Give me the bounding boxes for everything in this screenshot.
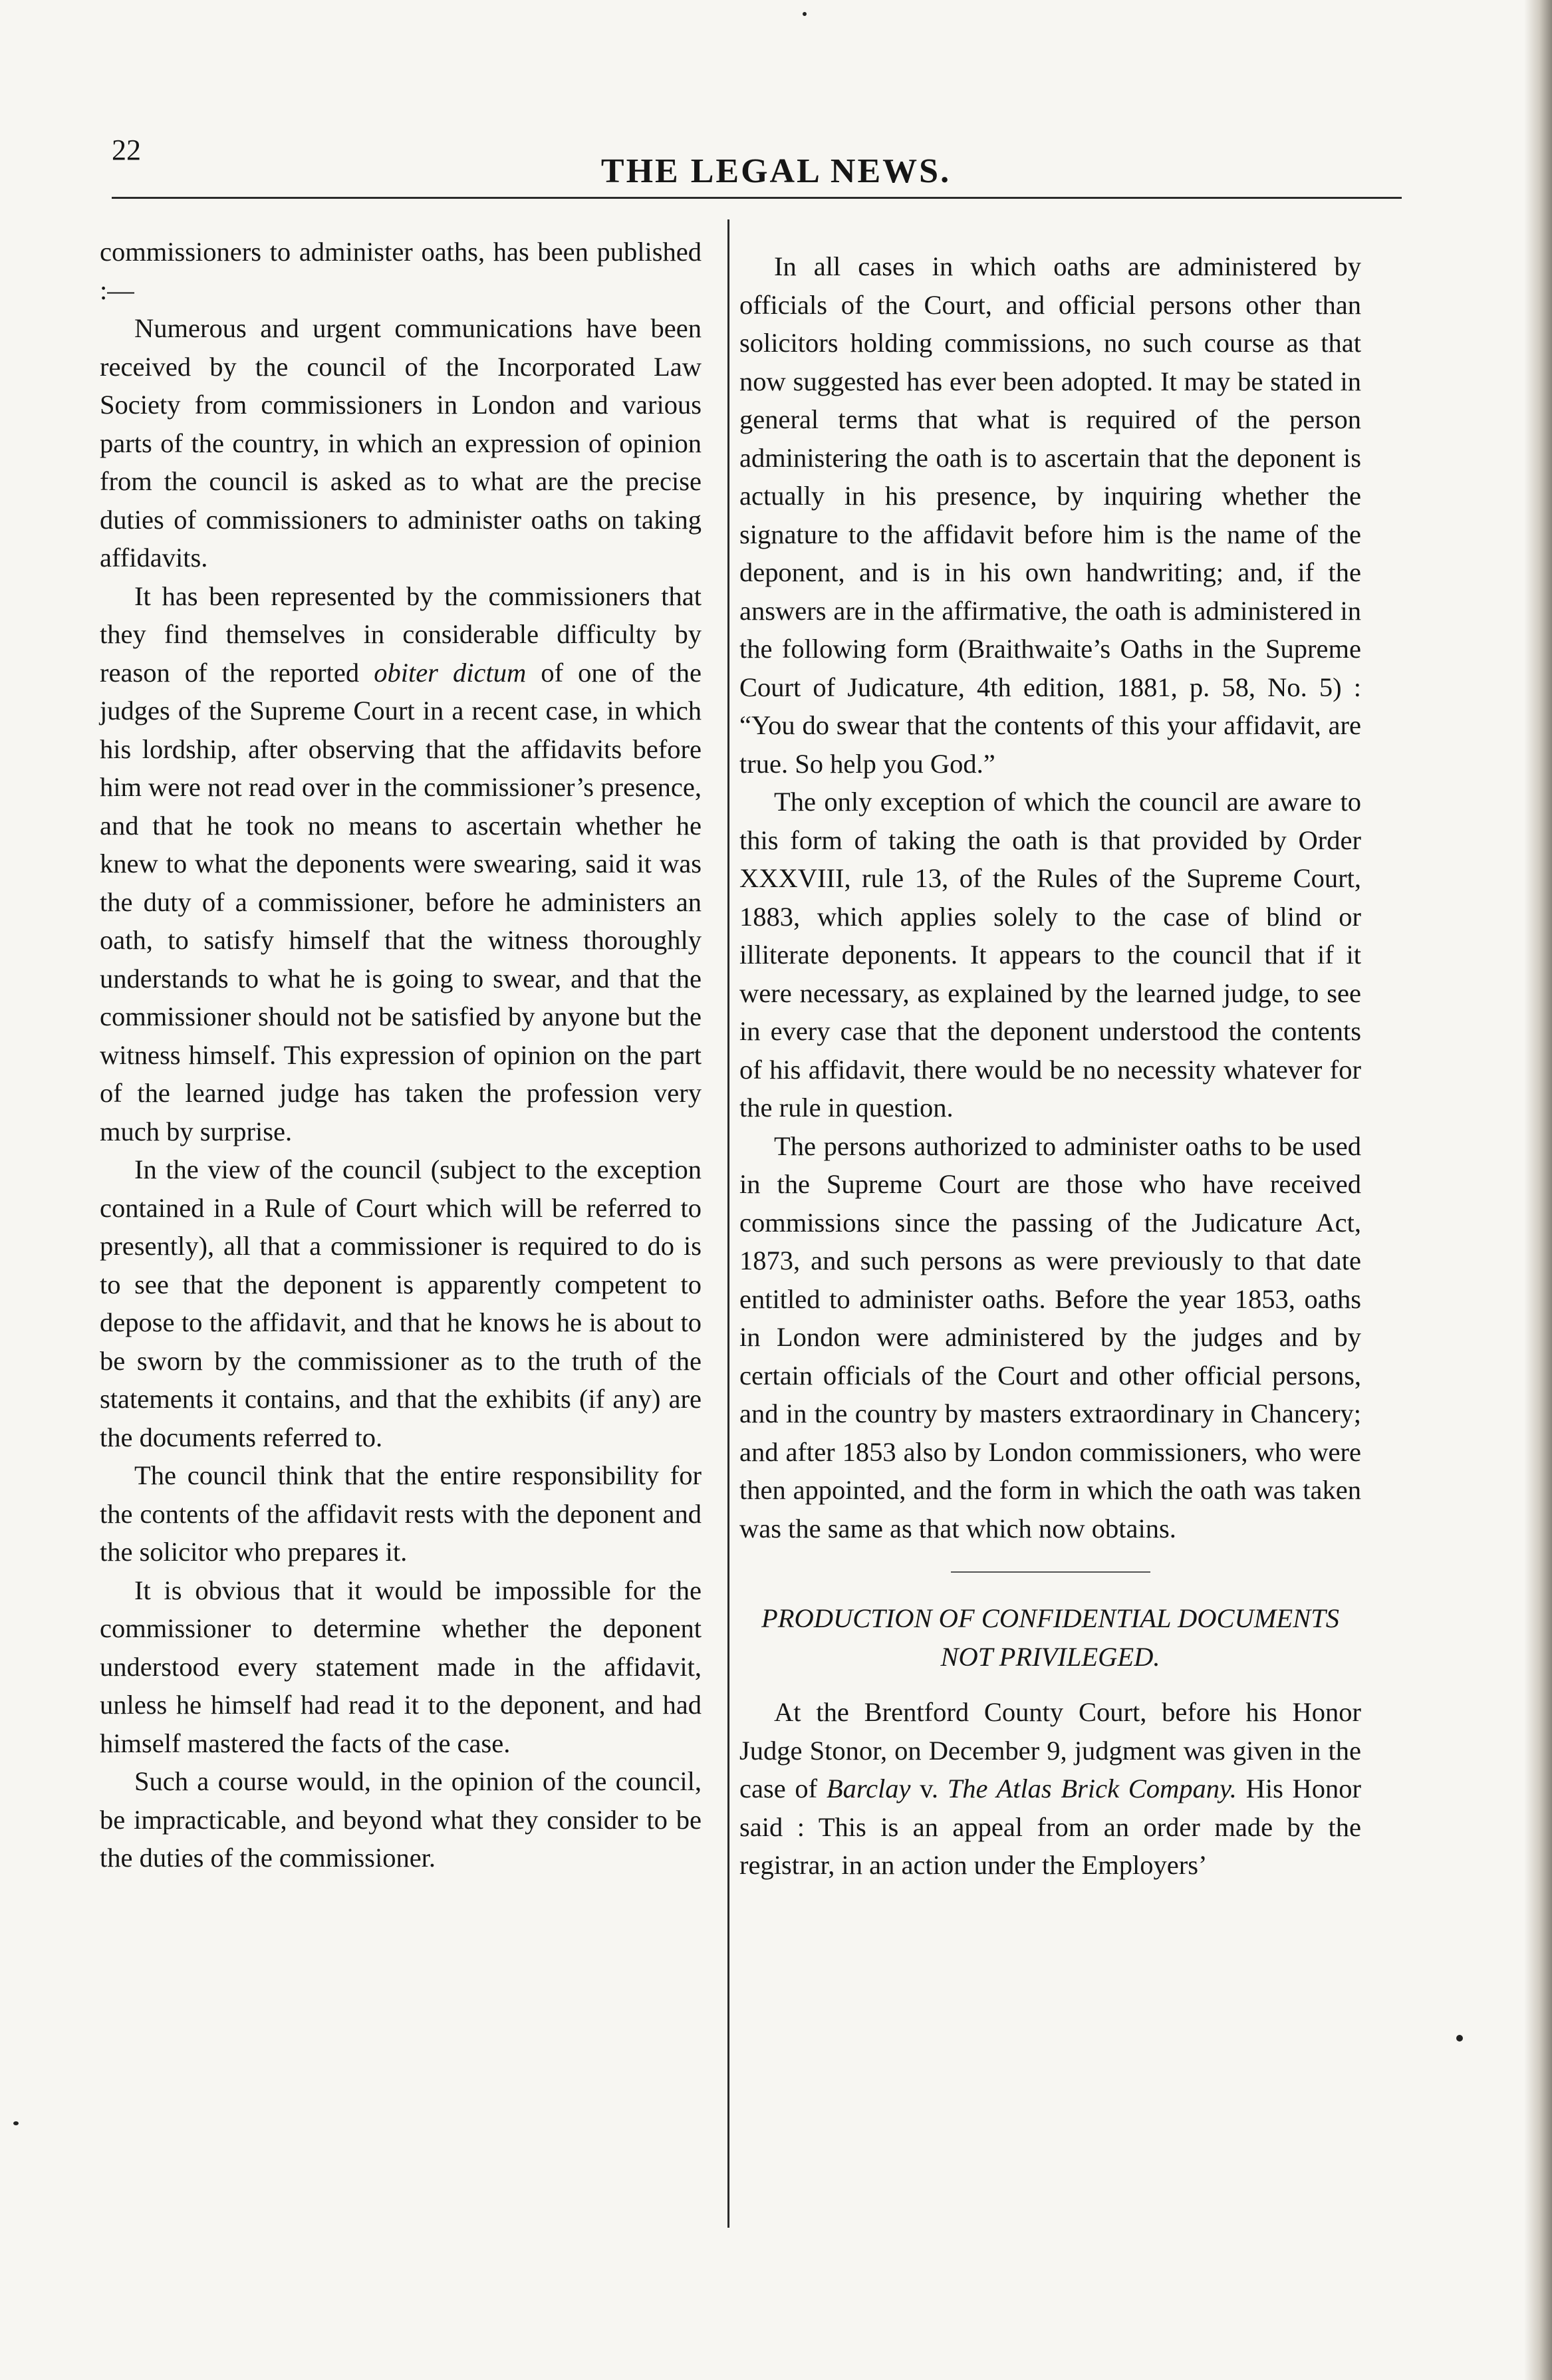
paragraph: commissioners to administer oaths, has been published :— bbox=[100, 237, 702, 305]
paragraph: The persons authorized to administer oaths to be used in the Supreme Court are those who have received commissions since the passing of the Judicature Act, 1873, and such persons as were previously to that date entitled to administer oaths. Before the year 1853, oaths in London were administered by the judges and by certain officials of the Court and other official persons, and in the country by masters extraordinary in Chancery; and after 1853 also by London commissioners, who were then appointed, and the form in which the oath was taken was the same as that which now obtains. bbox=[739, 1130, 1361, 1543]
section-separator bbox=[951, 1571, 1150, 1573]
paragraph-obiter bbox=[100, 577, 702, 1151]
case-party: Barclay bbox=[826, 1774, 911, 1803]
paragraph: In the view of the council (subject to the exception contained in a Rule of Court which will be referred to presently), all that a commissioner is required to do is to see that the deponent is apparently competent to depose to the affidavit, and that he knows he is about to be sworn by the commissioner as to the truth of the statements it contains, and that the exhibits (if any) are the documents referred to. bbox=[100, 1154, 702, 1452]
paragraph: Such a course would, in the opinion of the council, be impracticable, and beyond what they consider to be the duties of the commissioner. bbox=[100, 1766, 702, 1873]
header-rule bbox=[112, 197, 1402, 199]
left-column bbox=[100, 233, 702, 1877]
paragraph-text: It has been represented by the commissioners that they find themselves in considerable difficulty by reason of the reported bbox=[100, 581, 702, 688]
section-title: PRODUCTION OF CONFIDENTIAL DOCUMENTS NOT PRIVILEGED. bbox=[761, 1603, 1339, 1672]
paragraph-case bbox=[739, 1693, 1361, 1885]
running-head-title: THE LEGAL NEWS. bbox=[600, 152, 952, 190]
column-divider bbox=[727, 219, 729, 2228]
paragraph: In all cases in which oaths are administered by officials of the Court, and official persons other than solicitors holding commissions, no such course as that now suggested has ever been adopted. It may be stated in general terms that what is required of the person administering the oath is to ascertain that the deponent is actually in his presence, by inquiring whether the signature to the affidavit before him is the name of the deponent, and is in his own handwriting; and, if the answers are in the affirmative, the oath is administered in the following form (Braithwaite’s Oaths in the Supreme Court of Judicature, 4th edition, 1881, p. 58, No. 5) : “You do swear that the contents of this your affidavit, are true. So help you God.” bbox=[739, 251, 1361, 779]
print-speck bbox=[803, 12, 807, 16]
paragraph: It is obvious that it would be impossible for the commissioner to determine whether the deponent understood every statement made in the affidavit, unless he himself had read it to the deponent, and had himself mastered the facts of the case. bbox=[100, 1575, 702, 1758]
page-number: 22 bbox=[112, 134, 141, 166]
paragraph-text: of one of the judges of the Supreme Court in a recent case, in which his lordship, after observing that the affidavits before him were not read over in the commissioner’s presence, and that he took no means to ascertain whether he knew to what the deponents were swearing, said it was the duty of a commissioner, before he administers an oath, to satisfy himself that the witness thoroughly understands to what he is going to swear, and that the commissioner should not be satisfied by anyone but the witness himself. This expression of opinion on the part of the learned judge has taken the profession very much by surprise. bbox=[100, 657, 702, 1146]
print-speck bbox=[13, 2121, 19, 2125]
paragraph-text: His Honor said : This is an appeal from an order made by the registrar, in an action under the Employers’ bbox=[739, 1774, 1362, 1880]
paragraph: Numerous and urgent communications have been received by the council of the Incorporated Law Society from commissioners in London and various parts of the country, in which an expression of opinion from the council is asked as to what are the precise duties of commissioners to administer oaths on taking affidavits. bbox=[100, 313, 702, 573]
print-speck bbox=[1456, 2035, 1463, 2042]
right-column bbox=[739, 247, 1361, 1885]
case-party: The Atlas Brick Company. bbox=[947, 1774, 1237, 1803]
paragraph: The council think that the entire responsibility for the contents of the affidavit rests with the deponent and the solicitor who prepares it. bbox=[100, 1460, 702, 1567]
versus: v. bbox=[920, 1774, 938, 1803]
paragraph: The only exception of which the council are aware to this form of taking the oath is that provided by Order XXXVIII, rule 13, of the Rules of the Supreme Court, 1883, which applies solely to the case of blind or illiterate deponents. It appears to the council that if it were necessary, as explained by the learned judge, to see in every case that the deponent understood the contents of his affidavit, there would be no necessity whatever for the rule in question. bbox=[739, 787, 1361, 1123]
page-edge-shadow bbox=[1524, 0, 1552, 2380]
paragraph-text: At the Brentford County Court, before his Honor Judge Stonor, on December 9, judgment was given in the case of bbox=[739, 1697, 1361, 1803]
italic-term: obiter dictum bbox=[374, 657, 527, 688]
